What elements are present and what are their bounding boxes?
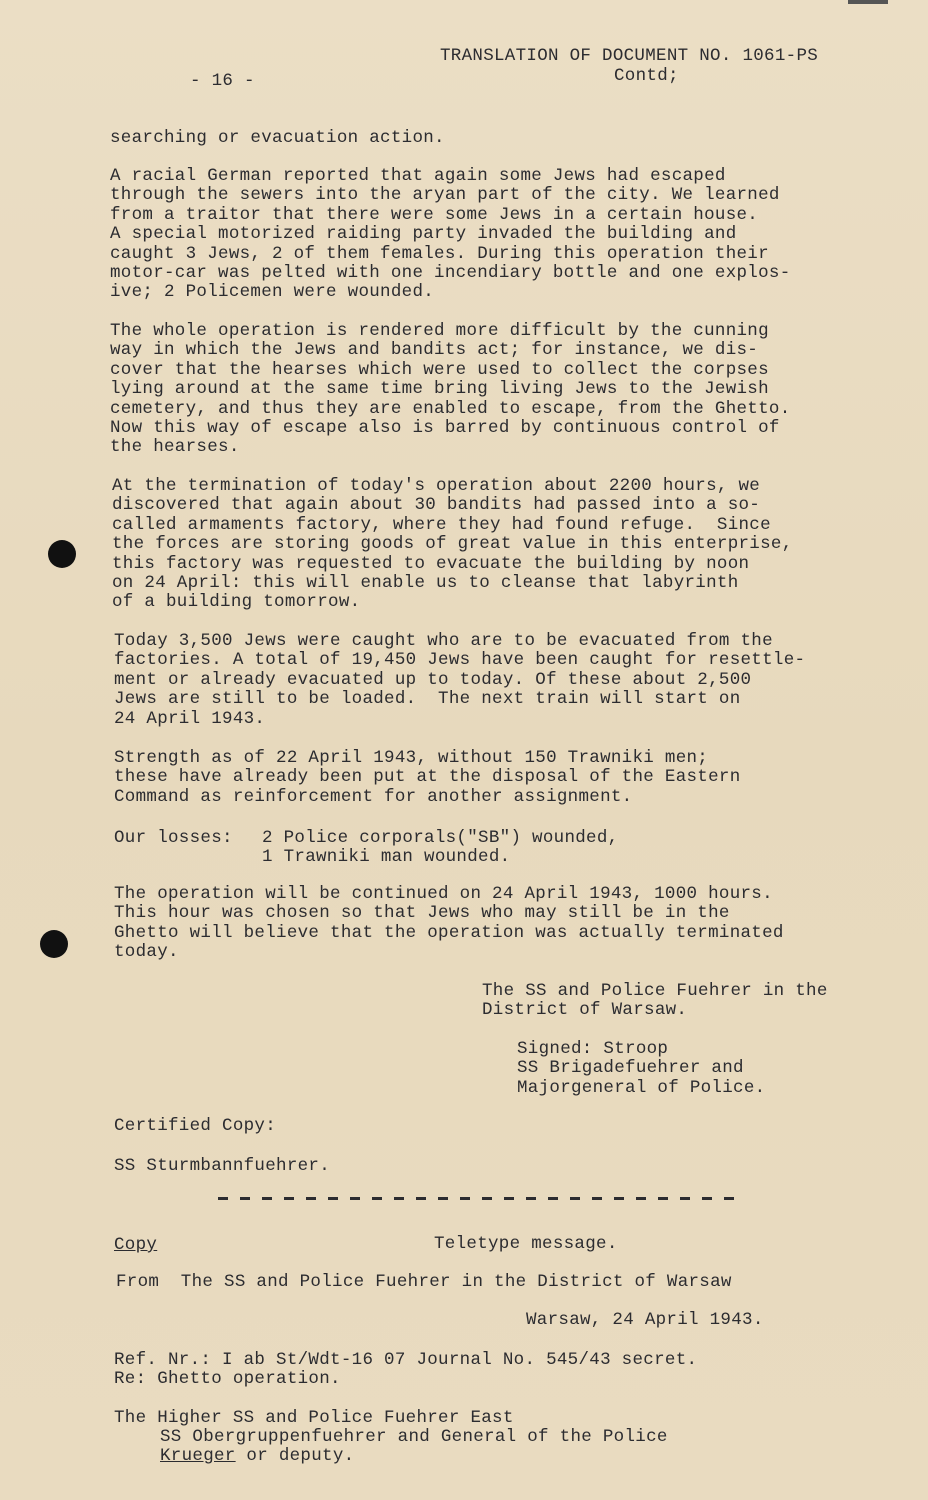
paragraph-strength-line: Strength as of 22 April 1943, without 150 Trawniki men; <box>114 748 709 768</box>
signature-title-line: District of Warsaw. <box>482 1000 688 1021</box>
paragraph-factory-line: called armaments factory, where they had found refuge. Since <box>112 514 771 535</box>
copy-label: Copy <box>114 1235 158 1255</box>
signature-title-line: The SS and Police Fuehrer in the <box>482 981 828 1001</box>
paragraph-continuation-line: today. <box>114 942 179 963</box>
document-title: TRANSLATION OF DOCUMENT NO. 1061-PS <box>440 46 819 66</box>
paragraph-factory-line: this factory was requested to evacuate the building by noon <box>112 553 750 574</box>
continued-label: Contd; <box>614 66 679 86</box>
recipient-tail: or deputy. <box>235 1446 355 1466</box>
paragraph-factory-line: on 24 April: this will enable us to cleanse that labyrinth <box>112 573 739 593</box>
paragraph-strength-line: Command as reinforcement for another assignment. <box>114 786 633 807</box>
paragraph-sewers-line: A racial German reported that again some Jews had escaped <box>110 166 726 186</box>
paragraph-hearses-line: cover that the hearses which were used to collect the corpses <box>110 359 769 380</box>
paragraph-intro-line: searching or evacuation action. <box>110 128 445 148</box>
paragraph-sewers-line: through the sewers into the aryan part of the city. We learned <box>110 185 780 206</box>
signature-block-line: Majorgeneral of Police. <box>517 1077 766 1098</box>
signature-block-line: Signed: Stroop <box>517 1039 669 1059</box>
paragraph-evacuation-line: ment or already evacuated up to today. Of these about 2,500 <box>114 669 752 690</box>
reference-line: Ref. Nr.: I ab St/Wdt-16 07 Journal No. 545/43 secret. <box>114 1350 698 1370</box>
subject-line: Re: Ghetto operation. <box>114 1369 341 1389</box>
certifying-officer: SS Sturmbannfuehrer. <box>114 1156 331 1176</box>
paragraph-hearses-line: cemetery, and thus they are enabled to escape, from the Ghetto. <box>110 398 791 419</box>
paragraph-factory-line: the forces are storing goods of great value in this enterprise, <box>112 534 793 555</box>
recipient-rank: SS Obergruppenfuehrer and General of the Police <box>160 1427 668 1447</box>
paragraph-continuation-line: The operation will be continued on 24 April 1943, 1000 hours. <box>114 884 773 904</box>
paragraph-sewers-line: motor-car was pelted with one incendiary bottle and one explos- <box>110 263 791 283</box>
teletype-label: Teletype message. <box>434 1234 618 1254</box>
paragraph-evacuation-line: Today 3,500 Jews were caught who are to be evacuated from the <box>114 631 773 651</box>
punch-hole <box>40 930 68 958</box>
losses-list-line: 1 Trawniki man wounded. <box>262 847 511 868</box>
paragraph-evacuation-line: 24 April 1943. <box>114 708 266 729</box>
date-line: Warsaw, 24 April 1943. <box>526 1310 764 1330</box>
section-divider <box>218 1197 738 1200</box>
paragraph-sewers-line: A special motorized raiding party invaded the building and <box>110 224 737 245</box>
paragraph-continuation-line: This hour was chosen so that Jews who may still be in the <box>114 903 730 924</box>
certified-copy: Certified Copy: <box>114 1116 277 1136</box>
paragraph-hearses-line: The whole operation is rendered more difficult by the cunning <box>110 321 769 341</box>
recipient-line: The Higher SS and Police Fuehrer East <box>114 1408 514 1428</box>
paragraph-factory-line: At the termination of today's operation about 2200 hours, we <box>112 476 761 496</box>
paragraph-continuation-line: Ghetto will believe that the operation was actually terminated <box>114 922 784 943</box>
paragraph-hearses-line: Now this way of escape also is barred by continuous control of <box>110 418 780 438</box>
page-number: - 16 - <box>190 71 255 91</box>
paragraph-strength-line: these have already been put at the disposal of the Eastern <box>114 767 741 788</box>
paragraph-sewers-line: caught 3 Jews, 2 of them females. During this operation their <box>110 243 769 264</box>
recipient-name-line <box>160 1447 354 1466</box>
corner-mark <box>848 0 888 4</box>
paragraph-sewers-line: from a traitor that there were some Jews in a certain house. <box>110 204 759 225</box>
paragraph-hearses-line: way in which the Jews and bandits act; for instance, we dis- <box>110 340 759 361</box>
paragraph-hearses-line: the hearses. <box>110 437 240 458</box>
paragraph-hearses-line: lying around at the same time bring living Jews to the Jewish <box>110 379 769 400</box>
signature-block-line: SS Brigadefuehrer and <box>517 1058 744 1079</box>
punch-hole <box>48 540 76 568</box>
paragraph-sewers-line: ive; 2 Policemen were wounded. <box>110 282 435 303</box>
paragraph-factory-line: of a building tomorrow. <box>112 592 361 613</box>
paragraph-factory-line: discovered that again about 30 bandits had passed into a so- <box>112 495 761 516</box>
paragraph-evacuation-line: factories. A total of 19,450 Jews have been caught for resettle- <box>114 650 806 671</box>
losses-list-line: 2 Police corporals("SB") wounded, <box>262 828 619 848</box>
from-line: From The SS and Police Fuehrer in the District of Warsaw <box>116 1272 732 1292</box>
losses-label: Our losses: <box>114 828 233 848</box>
recipient-name: Krueger <box>160 1446 236 1466</box>
paragraph-evacuation-line: Jews are still to be loaded. The next train will start on <box>114 689 741 710</box>
